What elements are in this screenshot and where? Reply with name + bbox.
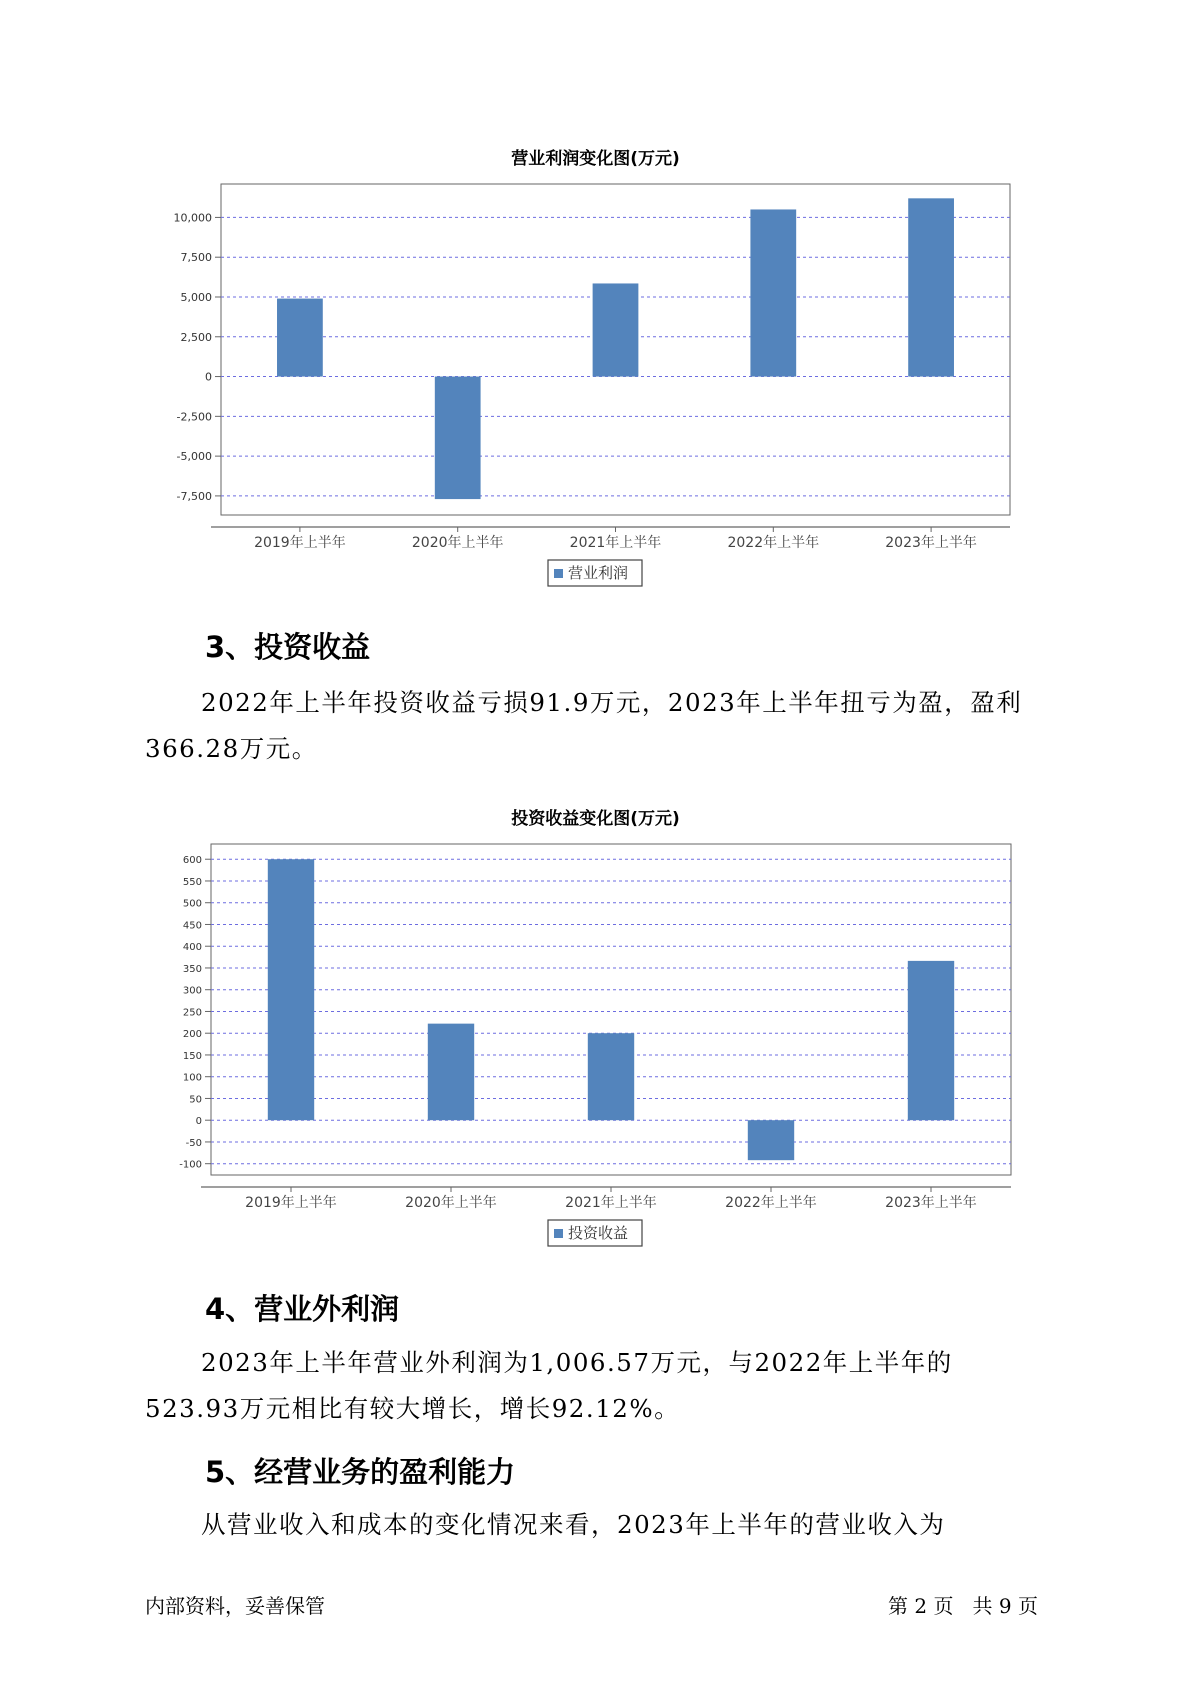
y-tick-label: 600 [182, 855, 202, 867]
y-tick-label: 150 [182, 1050, 202, 1062]
x-tick-label: 2020年上半年 [411, 535, 504, 551]
x-tick-label: 2023年上半年 [885, 1195, 977, 1211]
y-tick-label: 300 [182, 985, 202, 997]
section-3-paragraph: 2022年上半年投资收益亏损91.9万元，2023年上半年扭亏为盈，盈利366.28万元。 [145, 688, 1023, 763]
y-tick-label: -50 [185, 1137, 202, 1149]
bar [428, 1024, 474, 1121]
bar [748, 1120, 794, 1160]
bar [435, 377, 481, 500]
y-tick-label: 100 [182, 1072, 202, 1084]
chart2-title: 投资收益变化图(万元) [511, 809, 680, 829]
section-5-paragraph: 从营业收入和成本的变化情况来看，2023年上半年的营业收入为 [201, 1510, 946, 1539]
y-tick-label: 500 [182, 898, 202, 910]
bar [588, 1033, 634, 1120]
y-tick-label: 200 [182, 1029, 202, 1041]
x-tick-label: 2021年上半年 [569, 535, 662, 551]
x-tick-label: 2022年上半年 [725, 1195, 817, 1211]
y-tick-label: 50 [189, 1094, 202, 1106]
y-tick-label: 2,500 [180, 330, 212, 344]
bar [908, 198, 954, 376]
bar [277, 299, 323, 377]
y-tick-label: -7,500 [176, 489, 212, 503]
y-tick-label: 0 [205, 370, 212, 384]
operating-profit-chart [0, 170, 1191, 590]
legend-label: 营业利润 [568, 564, 629, 582]
y-tick-label: 250 [182, 1007, 202, 1019]
footer-confidential-note: 内部资料，妥善保管 [145, 1594, 325, 1618]
y-tick-label: -5,000 [176, 450, 212, 464]
x-tick-label: 2020年上半年 [405, 1195, 497, 1211]
x-tick-label: 2019年上半年 [245, 1195, 337, 1211]
x-tick-label: 2019年上半年 [254, 535, 346, 551]
x-tick-label: 2023年上半年 [885, 535, 977, 551]
y-tick-label: 350 [182, 963, 202, 975]
y-tick-label: 450 [182, 920, 202, 932]
legend-swatch [554, 1229, 563, 1238]
y-tick-label: 0 [195, 1116, 202, 1128]
section-4-paragraph: 2023年上半年营业外利润为1,006.57万元，与2022年上半年的523.93万元相比有较大增长，增长92.12%。 [145, 1348, 953, 1423]
footer-page-number: 第 2 页 共 9 页 [888, 1594, 1038, 1618]
x-tick-label: 2021年上半年 [565, 1195, 657, 1211]
bar [750, 209, 796, 376]
plot-area [211, 844, 1011, 1175]
y-tick-label: -2,500 [176, 410, 212, 424]
y-tick-label: 550 [182, 876, 202, 888]
y-tick-label: -100 [179, 1159, 202, 1171]
x-tick-label: 2022年上半年 [727, 535, 820, 551]
bar [908, 961, 954, 1120]
chart1-title: 营业利润变化图(万元) [511, 149, 680, 169]
investment-income-chart [0, 830, 1191, 1250]
bar [593, 283, 639, 376]
y-tick-label: 5,000 [180, 290, 212, 304]
y-tick-label: 10,000 [173, 211, 212, 225]
y-tick-label: 7,500 [180, 251, 212, 265]
bar [268, 859, 314, 1120]
legend-swatch [554, 569, 563, 578]
section-4-heading: 4、营业外利润 [205, 1292, 400, 1326]
section-3-heading: 3、投资收益 [205, 630, 371, 664]
legend-label: 投资收益 [568, 1224, 629, 1242]
y-tick-label: 400 [182, 942, 202, 954]
section-5-heading: 5、经营业务的盈利能力 [205, 1455, 516, 1489]
